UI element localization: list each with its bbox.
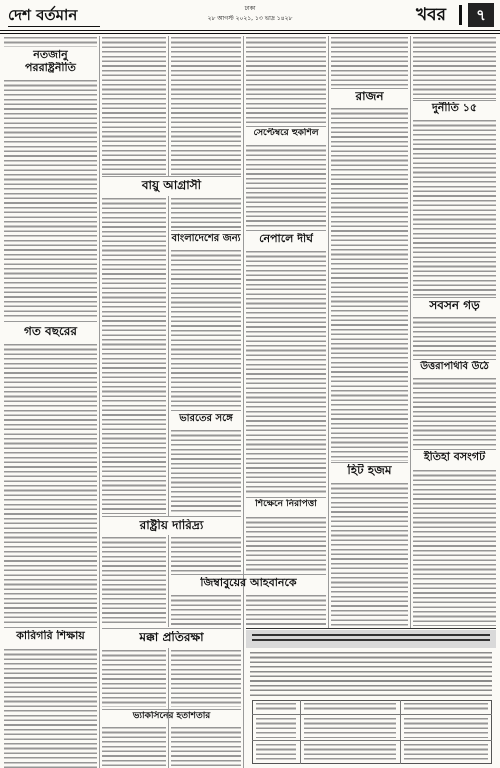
article-rule [102, 176, 241, 177]
masthead [0, 0, 500, 31]
headline-september: সেপ্টেম্বরে হুকশিল [253, 128, 319, 138]
article-body [102, 537, 166, 626]
headline-bangladesh: বাংলাদেশের জন্য [171, 233, 241, 244]
article-body [4, 344, 97, 626]
tender-table-cell [404, 744, 488, 761]
tender-table-cell [256, 718, 296, 738]
article-body [171, 537, 241, 572]
tender-table-divider [300, 700, 301, 764]
column-rule [168, 648, 169, 768]
article-body [413, 378, 496, 448]
tender-table-divider [400, 700, 401, 764]
column-rule [99, 36, 100, 768]
article-body [413, 317, 496, 358]
headline-hit: হিট হজম [347, 464, 392, 477]
tender-table-cell [404, 718, 488, 738]
dateline-date: ২৮ আগস্ট ২০২১, ১৩ ভাদ্র ১৪২৮ [207, 15, 293, 22]
masthead-rule [0, 30, 500, 31]
article-rule [413, 297, 496, 298]
article-rule [413, 100, 496, 101]
headline-sobson: সবসন গড় [429, 299, 480, 312]
column-rule [328, 36, 329, 628]
article-body [4, 649, 97, 768]
article-rule [246, 126, 326, 127]
headline-nirapotta: শিক্ষেনে নিরাপত্তা [255, 499, 317, 509]
article-body [102, 727, 166, 768]
article-rule [246, 230, 326, 231]
section-title: খবর [416, 5, 446, 25]
tender-table-divider [252, 714, 492, 715]
logo-underline [8, 26, 100, 27]
tender-table-cell [404, 703, 488, 712]
article-body [102, 198, 166, 514]
headline-rajon: রাজন [355, 90, 384, 103]
column-rule [168, 535, 169, 627]
article-rule [171, 574, 326, 575]
tender-table-cell [304, 718, 396, 738]
headline-durniti: দুর্নীতি ১৫ [432, 102, 477, 114]
article-rule [413, 359, 496, 360]
article-body [171, 198, 241, 229]
tender-table-cell [304, 744, 396, 761]
article-rule [102, 709, 241, 710]
article-body [413, 470, 496, 626]
masthead-rule-thin [0, 33, 500, 34]
article-rule [4, 321, 97, 322]
article-rule [102, 628, 241, 629]
tender-table-cell [256, 703, 296, 712]
tender-table-cell [304, 703, 396, 712]
newspaper-logo: দেশ বর্তমান [8, 6, 78, 24]
article-body [246, 517, 326, 572]
headline-bayu: বায়ু আগ্রাসী [141, 179, 202, 192]
article-body [171, 595, 241, 626]
headline-bharat: ভারতের সঙ্গে [179, 413, 233, 424]
article-rule [4, 627, 97, 628]
column-rule [168, 36, 169, 176]
article-rule [331, 462, 408, 463]
tender-table-cell [256, 744, 296, 761]
headline-daridro: রাষ্ট্রীয় দারিদ্র্য [139, 519, 204, 532]
article-body [102, 650, 166, 707]
column-rule [243, 36, 244, 768]
headline-karigori: কারিগরি শিক্ষায় [16, 630, 85, 642]
headline-zimbabwe: জিম্বাবুয়ের আহবানকে [200, 577, 297, 589]
headline-vaccine: ভ্যাকসিনের হতাশতার [132, 711, 211, 721]
article-body [331, 37, 408, 87]
column-rule [168, 196, 169, 516]
article-body [171, 37, 241, 175]
article-body [413, 120, 496, 296]
article-body [246, 595, 326, 626]
headline-gato-bochor: গত বছরের [23, 325, 78, 338]
article-rule [102, 516, 241, 517]
page-number: ৭ [468, 3, 494, 27]
headline-itiha: ইতিহা বসংগট [423, 451, 486, 463]
column-rule [410, 36, 411, 628]
article-body [413, 37, 496, 99]
article-body [171, 430, 241, 514]
article-body [4, 37, 97, 47]
headline-uttora: উত্তরাপথিবি উঠে [420, 361, 489, 372]
article-body [246, 37, 326, 125]
article-body [331, 483, 408, 626]
ad-top-rule [246, 628, 496, 629]
article-body [246, 251, 326, 495]
headline-nepal: নেপালে দীর্ঘ [259, 233, 313, 245]
article-body [171, 650, 241, 707]
tender-table-divider [252, 740, 492, 741]
article-rule [331, 88, 408, 89]
article-body [171, 250, 241, 408]
article-rule [171, 410, 241, 411]
article-body [171, 727, 241, 768]
article-rule [413, 449, 496, 450]
notice-body [250, 652, 492, 696]
article-rule [246, 497, 326, 498]
headline-makka: মক্কা প্রতিরক্ষা [139, 631, 204, 644]
notice-header-text [252, 634, 490, 644]
article-body [246, 145, 326, 229]
headline-natjanu-line2: পররাষ্ট্রনীতি [25, 62, 76, 74]
article-body [331, 108, 408, 461]
section-divider [459, 5, 462, 25]
article-body [102, 37, 166, 175]
headline-natjanu-line1: নতজানু [33, 49, 68, 61]
dateline-city: ঢাকা [244, 5, 256, 12]
article-rule [171, 230, 241, 231]
article-body [4, 80, 97, 318]
